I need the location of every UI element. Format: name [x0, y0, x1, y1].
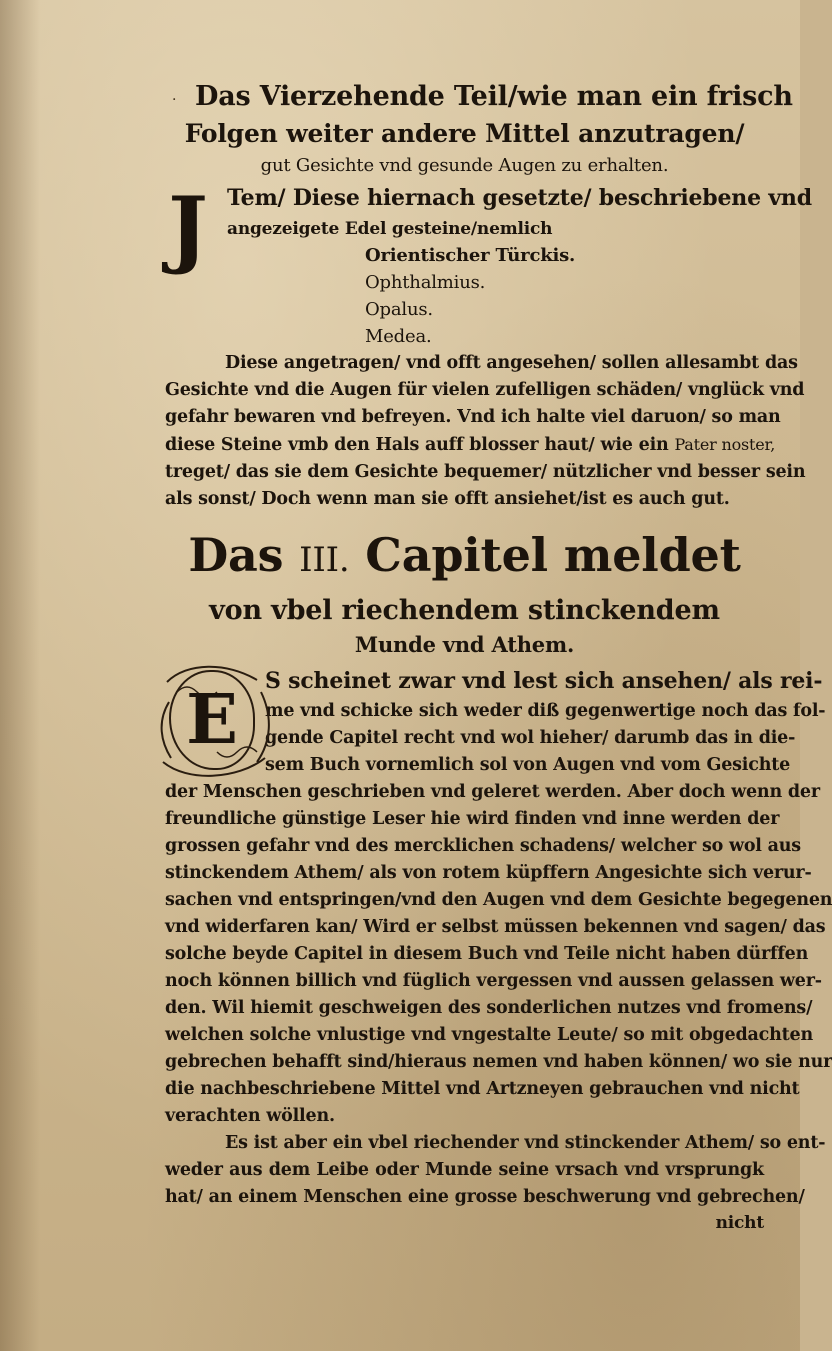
- running-head: Das Vierzehende Teil/wie man ein frisch: [195, 81, 793, 112]
- section-subheading: gut Gesichte vnd gesunde Augen zu erhalten.: [260, 155, 669, 176]
- paragraph-2-line: Diese angetragen/ vnd offt angesehen/ sollen allesambt das: [225, 353, 798, 373]
- paragraph-3-line: freundliche günstige Leser hie wird finden vnd inne werden der: [165, 809, 780, 829]
- paragraph-3-line: die nachbeschriebene Mittel vnd Artzneyen gebrauchen vnd nicht: [165, 1079, 800, 1099]
- stone-list-item: Orientischer Türckis.: [365, 245, 576, 266]
- paragraph-2-line: als sonst/ Doch wenn man sie offt ansiehet/ist es auch gut.: [165, 489, 730, 509]
- initial-letter-e: E: [186, 680, 238, 760]
- paragraph-4-line: weder aus dem Leibe oder Munde seine vrsach vnd vrsprungk: [165, 1160, 764, 1180]
- paragraph-3-line: stinckendem Athem/ als von rotem küpffern Angesichte sich verur-: [165, 863, 812, 883]
- paragraph-3-line: noch können billich vnd füglich vergessen vnd aussen gelassen wer-: [165, 971, 822, 991]
- paragraph-2-line: Gesichte vnd die Augen für vielen zufelligen schäden/ vnglück vnd: [165, 380, 805, 400]
- paragraph-4-line: Es ist aber ein vbel riechender vnd stinckender Athem/ so ent-: [225, 1133, 826, 1153]
- chapter-title: [165, 523, 764, 592]
- paragraph-1-line: Tem/ Diese hiernach gesetzte/ beschriebene vnd: [227, 185, 812, 211]
- paragraph-2: [165, 350, 806, 513]
- paragraph-3-line: welchen solche vnlustige vnd vngestalte Leute/ so mit obgedachten: [165, 1025, 813, 1045]
- paragraph-3-line: verachten wöllen.: [165, 1106, 335, 1126]
- page-gutter-shadow: [0, 0, 40, 1351]
- paragraph-3-line: gende Capitel recht vnd wol hieher/ darumb das in die-: [265, 728, 796, 748]
- text-block: [165, 78, 832, 1235]
- paragraph-1-line: angezeigete Edel gesteine/nemlich: [227, 219, 553, 239]
- catchword: nicht: [715, 1213, 764, 1233]
- decorated-initial-i: J: [168, 178, 208, 277]
- chapter-subtitle-2: Munde vnd Athem.: [354, 632, 575, 657]
- paragraph-3-line: den. Wil hiemit geschweigen des sonderlichen nutzes vnd fromens/: [165, 998, 813, 1018]
- chapter-subtitle: von vbel riechendem stinckendem: [209, 595, 720, 626]
- paragraph-3-line: sachen vnd entspringen/vnd den Augen vnd dem Gesichte begegenen: [165, 890, 832, 910]
- paragraph-3-line: me vnd schicke sich weder diß gegenwertige noch das fol-: [265, 701, 826, 721]
- stone-list: [165, 242, 764, 350]
- chapter-title-suffix: Capitel meldet: [365, 528, 741, 582]
- paragraph-4: [165, 1130, 826, 1211]
- paragraph-2-line-text: diese Steine vmb den Hals auff blosser haut/ wie ein: [165, 435, 669, 455]
- decorated-initial-e: [169, 670, 255, 770]
- chapter-title-prefix: Das: [188, 528, 284, 582]
- paragraph-2-line: [165, 431, 776, 459]
- latin-phrase: Pater noster,: [674, 435, 776, 454]
- stone-list-item: Medea.: [365, 326, 432, 347]
- stone-list-item: Ophthalmius.: [365, 272, 486, 293]
- paragraph-3-line: gebrechen behafft sind/hieraus nemen vnd haben können/ wo sie nur: [165, 1052, 832, 1072]
- paragraph-4-line: hat/ an einem Menschen eine grosse beschwerung vnd gebrechen/: [165, 1187, 805, 1207]
- paragraph-3-line: grossen gefahr vnd des mercklichen schadens/ welcher so wol aus: [165, 836, 801, 856]
- chapter-number: III.: [299, 540, 350, 580]
- paragraph-3-line: vnd widerfaren kan/ Wird er selbst müssen bekennen vnd sagen/ das: [165, 917, 826, 937]
- paragraph-2-line: gefahr bewaren vnd befreyen. Vnd ich halte viel daruon/ so man: [165, 407, 781, 427]
- printer-dot: ·: [172, 92, 177, 108]
- paragraph-3-line: der Menschen geschrieben vnd geleret werden. Aber doch wenn der: [165, 782, 820, 802]
- paragraph-2-line: treget/ das sie dem Gesichte bequemer/ nützlicher vnd besser sein: [165, 462, 806, 482]
- stone-list-item: Opalus.: [365, 299, 433, 320]
- paragraph-3-line: solche beyde Capitel in diesem Buch vnd Teile nicht haben dürffen: [165, 944, 809, 964]
- paragraph-3-line: S scheinet zwar vnd lest sich ansehen/ als rei-: [265, 668, 823, 694]
- section-heading: Folgen weiter andere Mittel anzutragen/: [184, 119, 745, 148]
- paragraph-3: [165, 664, 832, 1130]
- paragraph-3-line: sem Buch vornemlich sol von Augen vnd vom Gesichte: [265, 755, 791, 775]
